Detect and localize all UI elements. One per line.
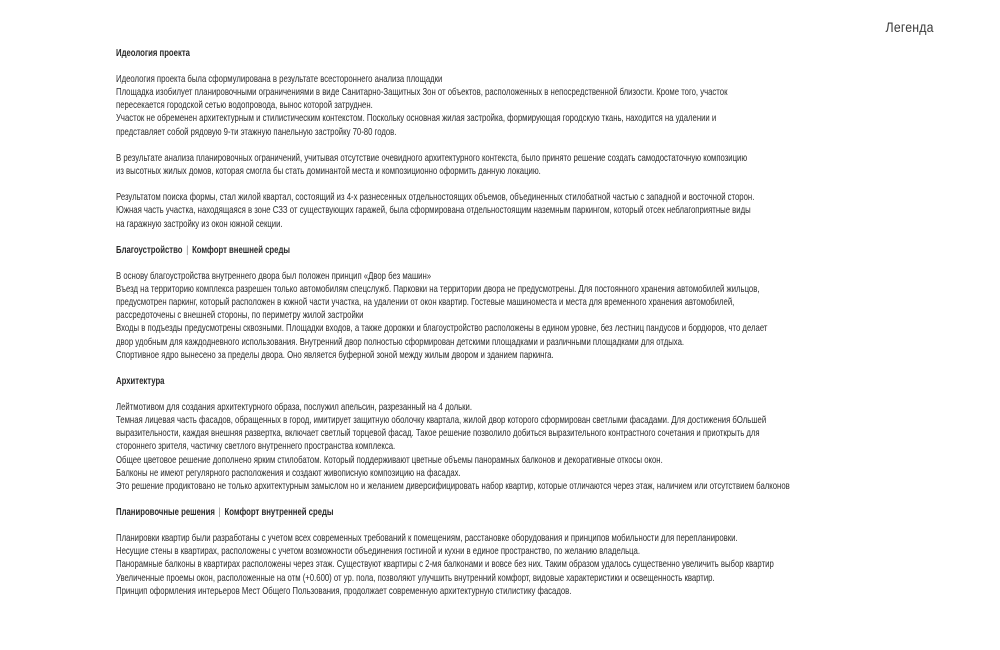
text-line: В результате анализа планировочных ограничений, учитывая отсутствие очевидного архитектурного контекста, было принято решение создать самодостаточную композицию [116, 152, 748, 164]
text-line: Лейтмотивом для создания архитектурного образа, послужил апельсин, разрезанный на 4 дольки. [116, 401, 473, 413]
text-line: Общее цветовое решение дополнено ярким стилобатом. Который поддерживают цветные объемы панорамных балконов и декоративные откосы окон. [116, 454, 663, 466]
text-line: стороннего зрителя, частичку светлого внутреннего пространства комплекса. [116, 441, 396, 453]
section-heading-sub: Комфорт внутренней среды [224, 507, 334, 519]
section [116, 244, 996, 362]
paragraph [116, 270, 996, 362]
section-heading [116, 506, 996, 519]
text-line: Результатом поиска формы, стал жилой квартал, состоящий из 4-х разнесенных отдельностоящих объемов, объединенных стилобатной частью с западной и восточной сторон. [116, 192, 755, 204]
section-heading-sub: Комфорт внешней среды [192, 244, 290, 256]
text-line: Это решение продиктовано не только архитектурным замыслом но и желанием диверсифицировать набор квартир, которые отличаются через этаж, наличием или отсутствием балконов [116, 480, 790, 492]
text-line: Принцип оформления интерьеров Мест Общего Пользования, продолжает современную архитектурную стилистику фасадов. [116, 585, 572, 597]
text-line: пересекается городской сетью водопровода, вынос которой затруднен. [116, 100, 373, 112]
text-line: Спортивное ядро вынесено за пределы двора. Оно является буферной зоной между жилым двором и зданием паркинга. [116, 349, 554, 361]
section [116, 506, 996, 598]
text-line: на гаражную застройку из окон южной секции. [116, 218, 283, 230]
section-heading-main: Благоустройство [116, 244, 183, 256]
text-line: Участок не обременен архитектурным и стилистическим контекстом. Поскольку основная жилая застройка, формирующая городскую ткань, находится на удалении и [116, 113, 717, 125]
paragraph [116, 73, 996, 139]
text-line: Несущие стены в квартирах, расположены с учетом возможности объединения гостиной и кухни в единое пространство, по желанию владельца. [116, 546, 641, 558]
document-body [116, 47, 996, 598]
paragraph [116, 152, 996, 178]
section-heading [116, 47, 996, 60]
section-heading-main: Архитектура [116, 375, 165, 387]
text-line: Входы в подъезды предусмотрены сквозными. Площадки входов, а также дорожки и благоустройство расположены в едином уровне, без лестниц пандусов и бордюров, что делает [116, 323, 768, 335]
section-heading-main: Планировочные решения [116, 507, 215, 519]
heading-separator: | [186, 244, 189, 256]
text-line: предусмотрен паркинг, который расположен в южной части участка, на удалении от окон квартир. Гостевые машиноместа и места для временного хранения автомобилей, [116, 297, 735, 309]
text-line: Южная часть участка, находящаяся в зоне СЗЗ от существующих гаражей, была сформирована отдельностоящим наземным паркингом, который отсек неблагоприятные виды [116, 205, 751, 217]
text-line: В основу благоустройства внутреннего двора был положен принцип «Двор без машин» [116, 270, 432, 282]
section-heading [116, 244, 996, 257]
text-line: Темная лицевая часть фасадов, обращенных в город, имитирует защитную оболочку квартала, жилой двор которого сформирован светлыми фасадами. Для достижения бОльшей [116, 415, 767, 427]
section-heading [116, 375, 996, 388]
text-line: Планировки квартир были разработаны с учетом всех современных требований к помещениям, расстановке оборудования и принципов мобильности для перепланировки. [116, 533, 738, 545]
text-line: Балконы не имеют регулярного расположения и создают живописную композицию на фасадах. [116, 467, 461, 479]
text-line: представляет собой рядовую 9-ти этажную панельную застройку 70-80 годов. [116, 126, 397, 138]
section [116, 47, 996, 231]
paragraph [116, 532, 996, 598]
text-line: выразительности, каждая внешняя развертка, включает светлый торцевой фасад. Такое решение позволило добиться выразительного контрастного сочетания и приоткрыть для [116, 428, 760, 440]
text-line: из высотных жилых домов, которая смогла бы стать доминантой места и композиционно оформить данную локацию. [116, 165, 541, 177]
text-line: Увеличенные проемы окон, расположенные на отм (+0.600) от ур. пола, позволяют улучшить внутренний комфорт, видовые характеристики и освещенность квартир. [116, 572, 715, 584]
text-line: рассредоточены с внешней стороны, по периметру жилой застройки [116, 310, 364, 322]
paragraph [116, 401, 996, 493]
section-heading-main: Идеология проекта [116, 48, 190, 59]
legend-title: Легенда [885, 19, 934, 35]
paragraph [116, 191, 996, 230]
heading-separator: | [218, 507, 221, 519]
text-line: Идеология проекта была сформулирована в результате всестороннего анализа площадки [116, 74, 443, 85]
text-line: Площадка изобилует планировочными ограничениями в виде Санитарно-Защитных Зон от объектов, расположенных в непосредственной близости. Кроме того, участок [116, 87, 728, 99]
text-line: Панорамные балконы в квартирах расположены через этаж. Существуют квартиры с 2-мя балконами и вовсе без них. Таким образом удалось существенно увеличить выбор квартир [116, 559, 774, 571]
section [116, 375, 996, 493]
text-line: двор удобным для каждодневного использования. Внутренний двор полностью сформирован детскими площадками и различными площадками для отдыха. [116, 336, 685, 348]
text-line: Въезд на территорию комплекса разрешен только автомобилям спецслужб. Парковки на территории двора не предусмотрены. Для постоянного хранения автомобилей жильцов, [116, 283, 760, 295]
